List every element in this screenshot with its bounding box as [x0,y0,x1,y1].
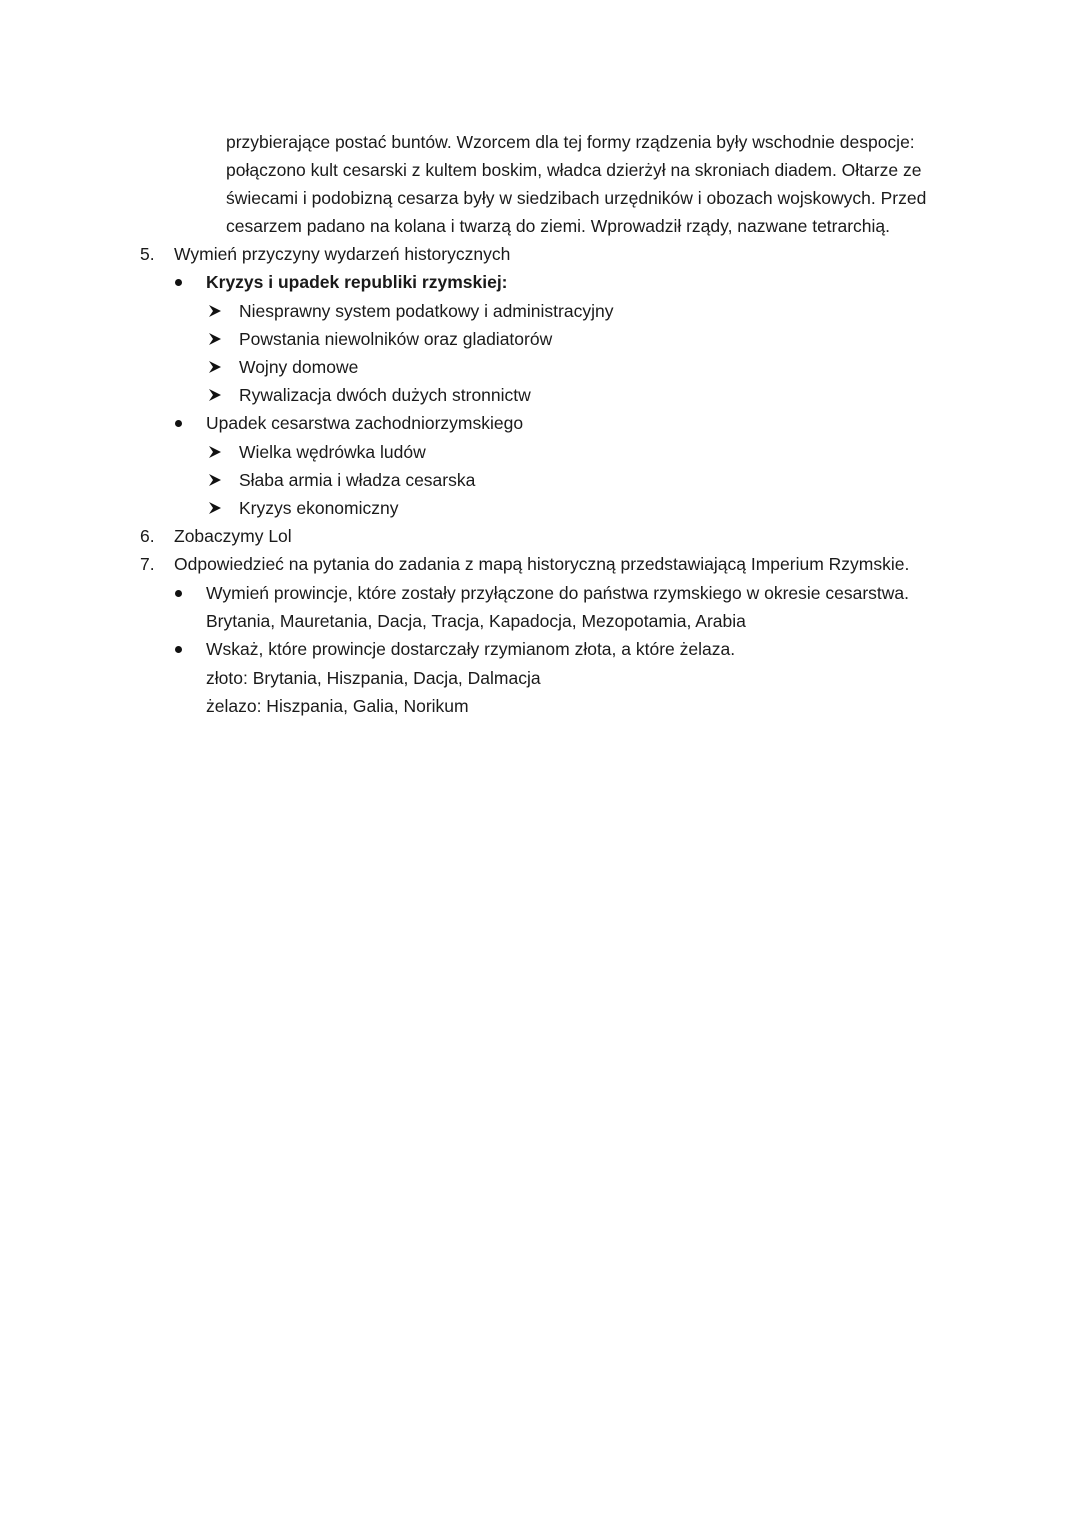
bullet-icon [175,590,182,597]
bullet-icon [175,420,182,427]
arrow-bullet-icon [208,501,222,515]
arrow-bullet-icon [208,473,222,487]
list-number: 7. [140,554,155,574]
arrow-bullet-icon [208,388,222,402]
answer: żelazo: Hiszpania, Galia, Norikum [206,696,469,716]
answer: Brytania, Mauretania, Dacja, Tracja, Kapadocja, Mezopotamia, Arabia [206,611,746,631]
list-number: 6. [140,526,155,546]
arrow-bullet-icon [208,332,222,346]
list-item: Wielka wędrówka ludów [239,442,426,462]
list-item-title: Wymień przyczyny wydarzeń historycznych [174,244,511,264]
list-item: Rywalizacja dwóch dużych stronnictw [239,385,531,405]
list-item: Wojny domowe [239,357,359,377]
bullet-icon [175,279,182,286]
arrow-bullet-icon [208,304,222,318]
list-item: Słaba armia i władza cesarska [239,470,476,490]
list-number: 5. [140,244,155,264]
list-item-title: Odpowiedzieć na pytania do zadania z mapą historyczną przedstawiającą Imperium Rzymskie. [174,554,910,574]
list-item: Powstania niewolników oraz gladiatorów [239,329,553,349]
paragraph-line: cesarzem padano na kolana i twarzą do ziemi. Wprowadził rządy, nazwane tetrarchią. [226,216,891,236]
group-title: Upadek cesarstwa zachodniorzymskiego [206,413,524,433]
list-item-title: Zobaczymy Lol [174,526,292,546]
paragraph-line: połączono kult cesarski z kultem boskim, władca dzierżył na skroniach diadem. Ołtarze ze [226,160,922,180]
question: Wskaż, które prowincje dostarczały rzymianom złota, a które żelaza. [206,639,736,659]
paragraph-line: przybierające postać buntów. Wzorcem dla tej formy rządzenia były wschodnie despocje: [226,132,915,152]
list-item: Kryzys ekonomiczny [239,498,399,518]
bullet-icon [175,646,182,653]
list-item: Niesprawny system podatkowy i administracyjny [239,301,614,321]
arrow-bullet-icon [208,445,222,459]
paragraph-line: świecami i podobizną cesarza były w siedzibach urzędników i obozach wojskowych. Przed [226,188,927,208]
question: Wymień prowincje, które zostały przyłączone do państwa rzymskiego w okresie cesarstwa. [206,583,910,603]
group-title: Kryzys i upadek republiki rzymskiej: [206,272,508,292]
arrow-bullet-icon [208,360,222,374]
answer: złoto: Brytania, Hiszpania, Dacja, Dalmacja [206,668,541,688]
